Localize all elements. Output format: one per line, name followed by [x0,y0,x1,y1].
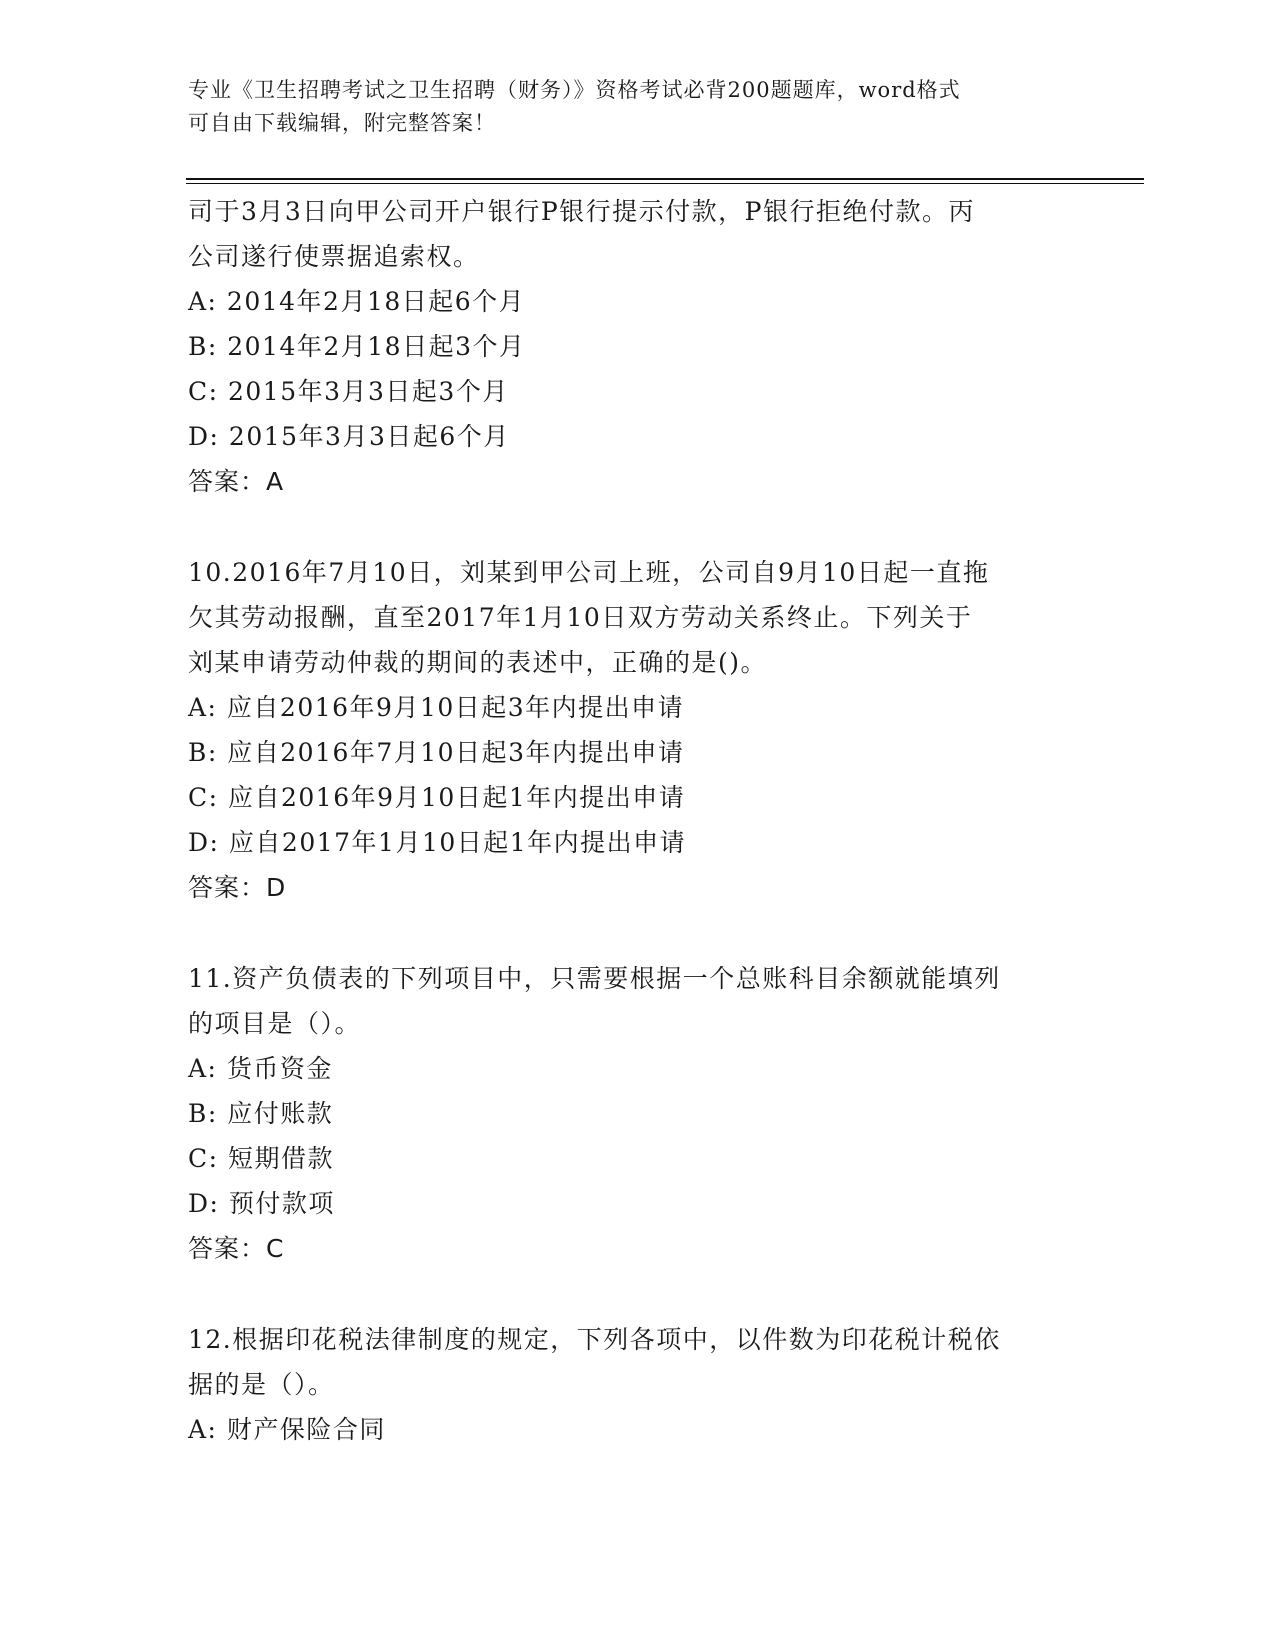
answer: 答案：A [188,467,285,496]
question-text-line: 10.2016年7月10日，刘某到甲公司上班，公司自9月10日起一直拖 [188,558,990,587]
document-header [188,74,1088,140]
option-a: A: 货币资金 [188,1054,333,1083]
question-12 [188,1317,1088,1452]
question-9 [188,189,1088,504]
option-b: B: 应付账款 [188,1099,334,1128]
question-text-line: 司于3月3日向甲公司开户银行P银行提示付款，P银行拒绝付款。丙 [188,197,975,226]
question-list [188,189,1088,1452]
option-b: B: 应自2016年7月10日起3年内提出申请 [188,738,685,767]
question-text-line: 刘某申请劳动仲裁的期间的表述中，正确的是()。 [188,648,768,677]
question-text-line: 欠其劳动报酬，直至2017年1月10日双方劳动关系终止。下列关于 [188,603,973,632]
question-text-line: 公司遂行使票据追索权。 [188,242,480,271]
question-text-line: 据的是（）。 [188,1370,335,1399]
spacer [188,1271,1088,1317]
option-c: C: 2015年3月3日起3个月 [188,377,509,406]
question-text-line: 的项目是（）。 [188,1009,362,1038]
spacer [188,504,1088,550]
header-rule-thin [186,183,1144,184]
option-c: C: 应自2016年9月10日起1年内提出申请 [188,783,686,812]
option-a: A: 应自2016年9月10日起3年内提出申请 [188,693,685,722]
answer: 答案：D [188,873,287,902]
option-d: D: 2015年3月3日起6个月 [188,422,510,451]
option-a: A: 财产保险合同 [188,1415,386,1444]
question-11 [188,956,1088,1271]
spacer [188,910,1088,956]
option-c: C: 短期借款 [188,1144,334,1173]
question-text-line: 12.根据印花税法律制度的规定，下列各项中，以件数为印花税计税依 [188,1325,1001,1354]
question-text-line: 11.资产负债表的下列项目中，只需要根据一个总账科目余额就能填列 [188,964,1001,993]
option-d: D: 预付款项 [188,1189,335,1218]
header-rule-thick [186,178,1144,180]
header-line-1: 专业《卫生招聘考试之卫生招聘（财务）》资格考试必背200题题库，word格式 [188,78,961,102]
answer: 答案：C [188,1234,285,1263]
option-a: A: 2014年2月18日起6个月 [188,287,526,316]
question-10 [188,550,1088,910]
option-d: D: 应自2017年1月10日起1年内提出申请 [188,828,687,857]
option-b: B: 2014年2月18日起3个月 [188,332,526,361]
header-line-2: 可自由下载编辑，附完整答案！ [188,111,496,135]
